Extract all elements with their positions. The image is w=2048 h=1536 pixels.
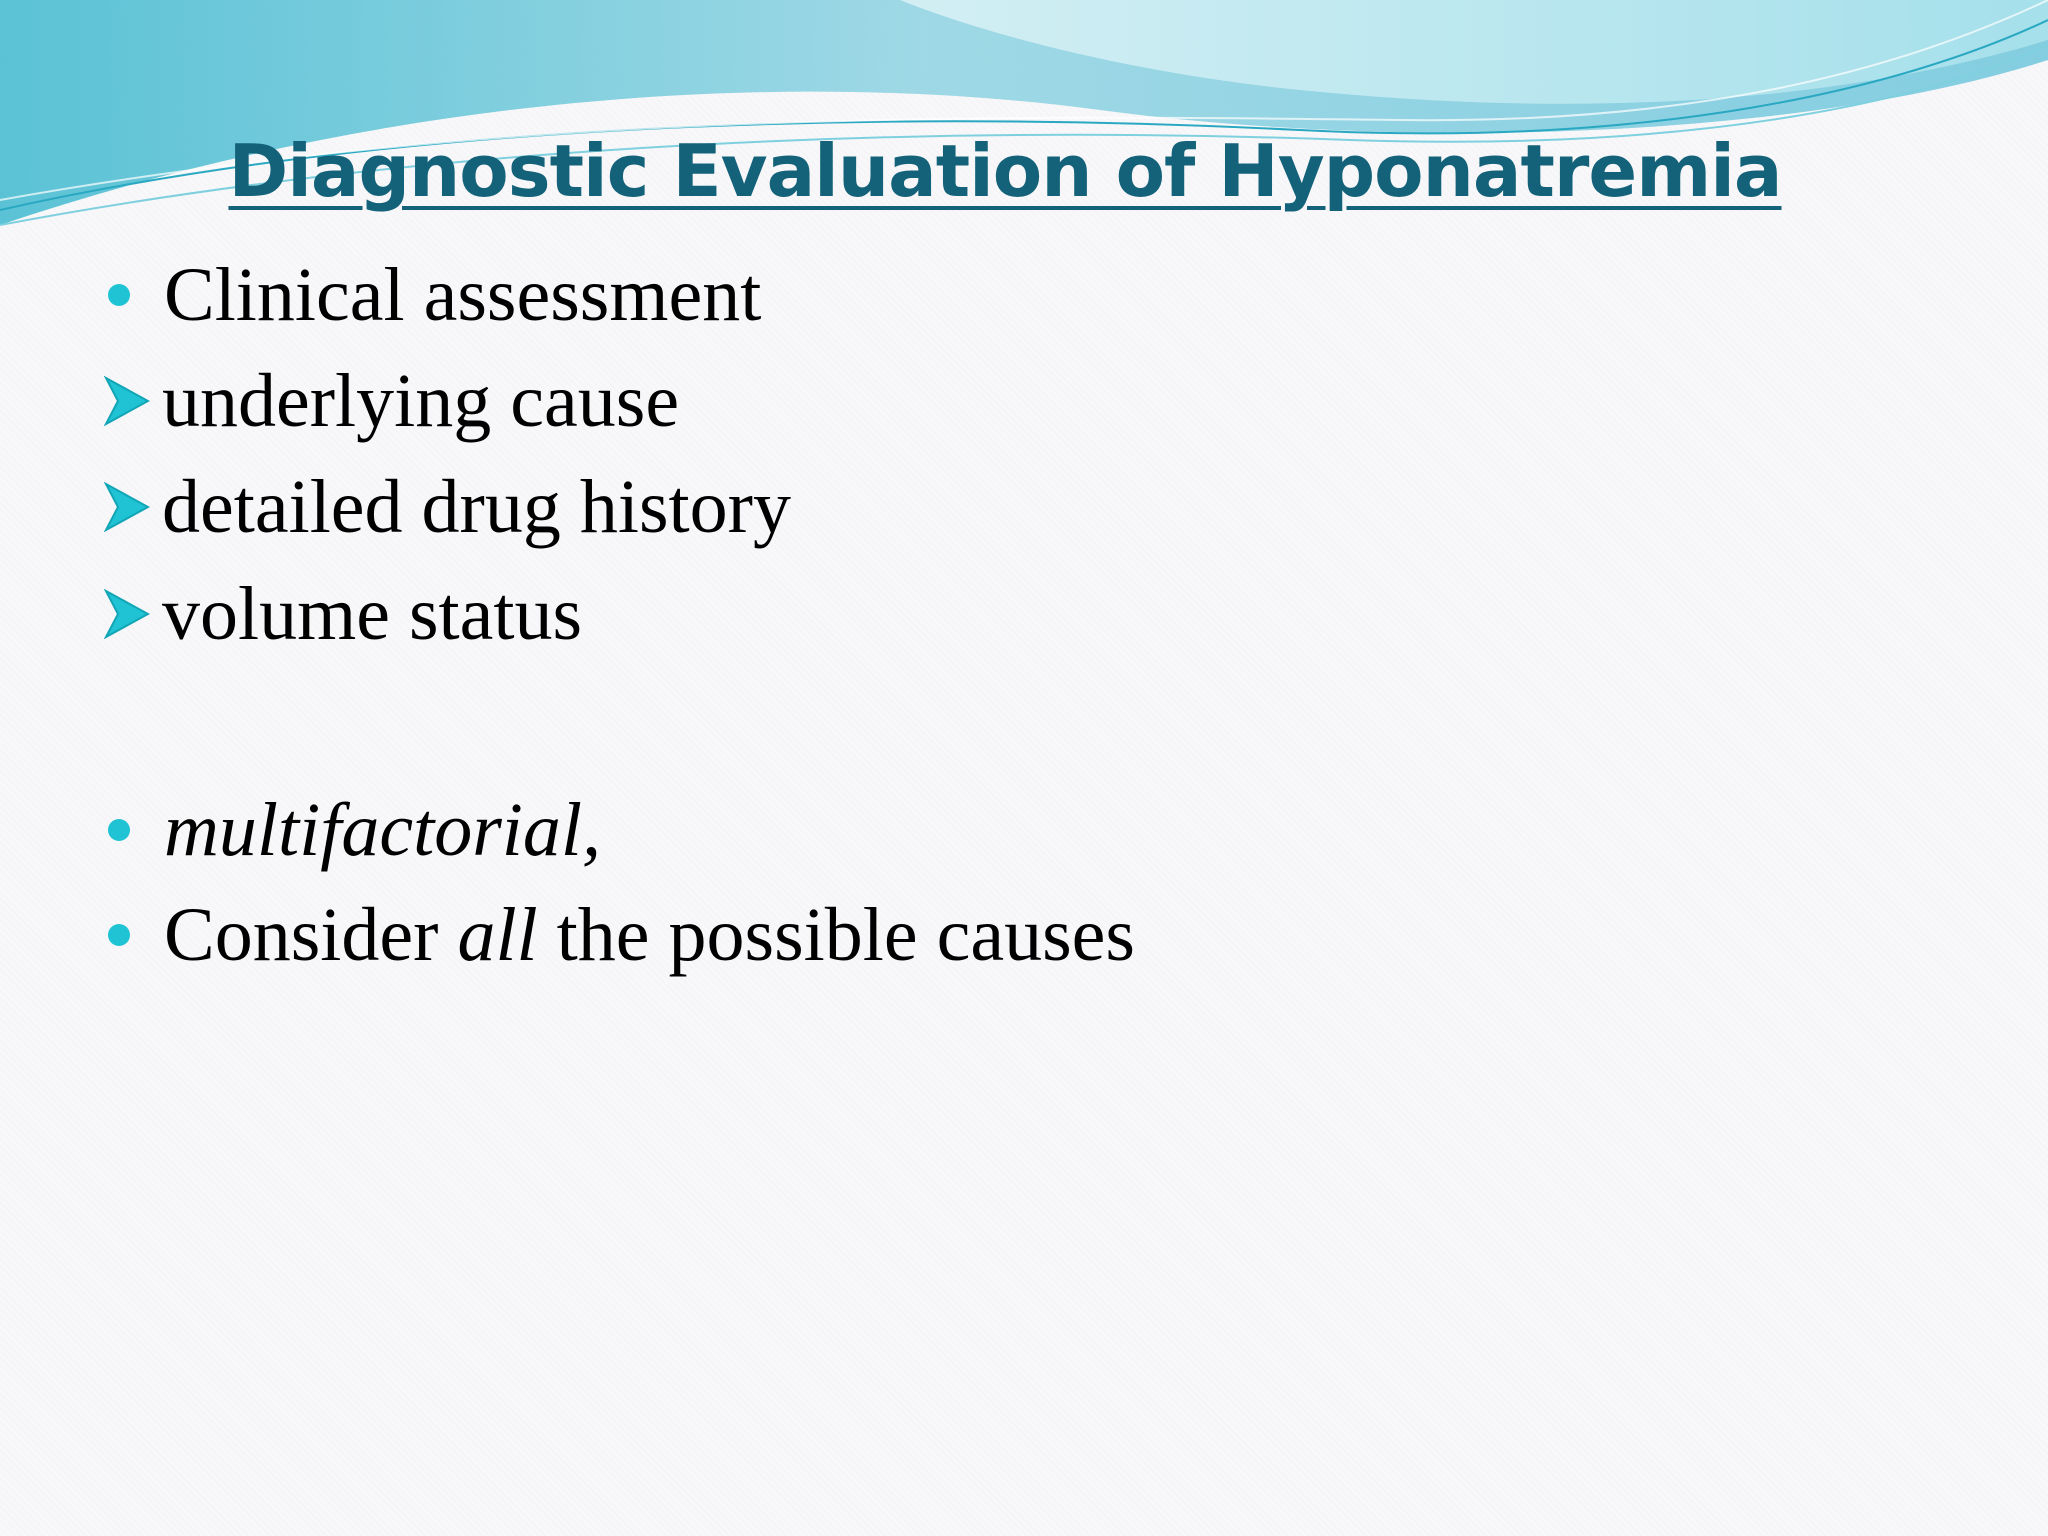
arrowhead-bullet-icon bbox=[104, 482, 150, 532]
filled-circle-bullet-icon bbox=[108, 924, 130, 946]
sub-item-drug-history bbox=[104, 457, 791, 557]
filled-circle-bullet-icon bbox=[108, 819, 130, 841]
sub-item-text: volume status bbox=[162, 571, 583, 656]
arrowhead-bullet-icon bbox=[104, 376, 150, 426]
sub-item-text: underlying cause bbox=[162, 358, 680, 443]
sub-item-volume-status bbox=[104, 564, 582, 664]
bullet-item-clinical-assessment bbox=[104, 245, 761, 345]
slide-title: Diagnostic Evaluation of Hyponatremia bbox=[228, 129, 1782, 213]
sub-item-text: detailed drug history bbox=[162, 464, 791, 549]
bullet-text-emphasis: all bbox=[457, 892, 538, 977]
bullet-text-part: the possible causes bbox=[537, 892, 1135, 977]
bullet-text: multifactorial, bbox=[164, 787, 601, 872]
bullet-item-consider-causes bbox=[104, 885, 1135, 985]
bullet-text-part: Consider bbox=[164, 892, 458, 977]
bullet-text: Clinical assessment bbox=[164, 252, 762, 337]
filled-circle-bullet-icon bbox=[108, 284, 130, 306]
bullet-item-multifactorial bbox=[104, 780, 601, 880]
arrowhead-bullet-icon bbox=[104, 589, 150, 639]
sub-item-underlying-cause bbox=[104, 351, 679, 451]
